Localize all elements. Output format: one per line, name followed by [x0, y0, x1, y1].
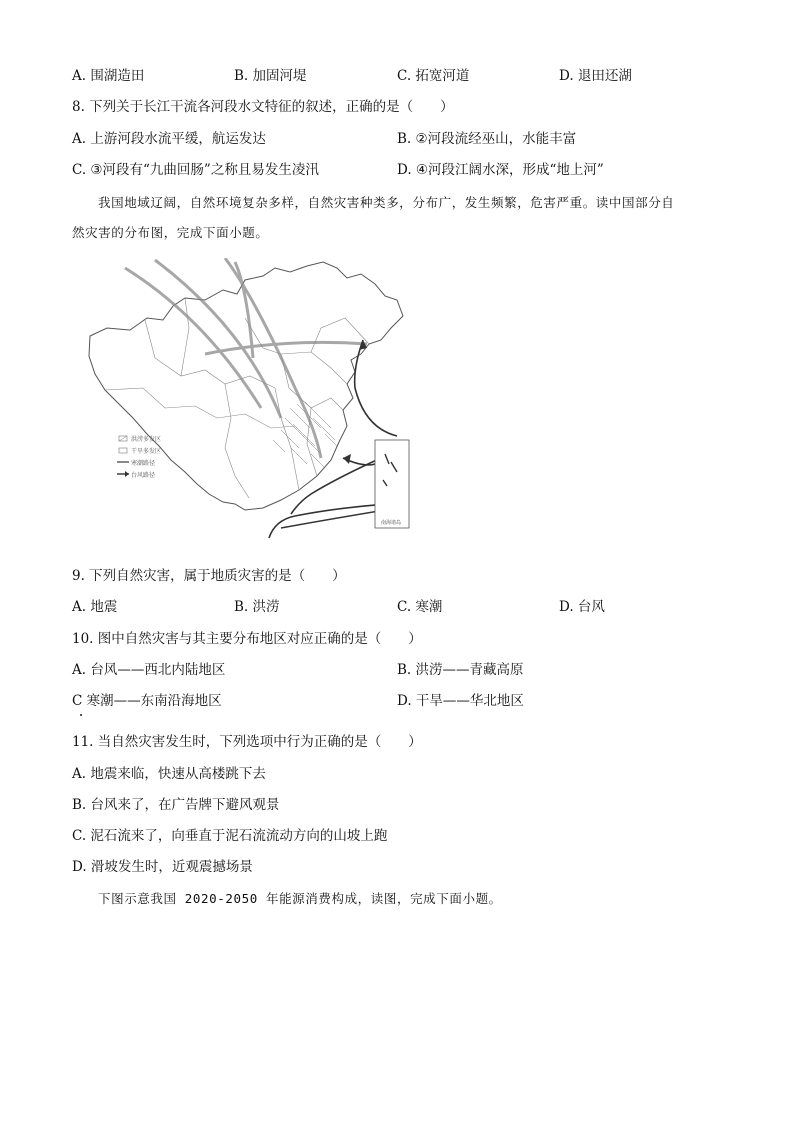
q11-stem: 11. 当自然灾害发生时，下列选项中行为正确的是（ ）	[72, 734, 422, 750]
q9-stem: 9. 下列自然灾害，属于地质灾害的是（ ）	[72, 568, 346, 584]
q11-option-c[interactable]: C. 泥石流来了，向垂直于泥石流流动方向的山坡上跑	[72, 828, 388, 844]
q9-option-b[interactable]: B. 洪涝	[234, 599, 280, 615]
q10-option-b[interactable]: B. 洪涝——青藏高原	[397, 662, 524, 678]
q10-option-a[interactable]: A. 台风——西北内陆地区	[72, 662, 226, 678]
intro-paragraph-line1: 我国地域辽阔，自然环境复杂多样，自然灾害种类多，分布广，发生频繁，危害严重。读中国部分自	[98, 195, 675, 210]
q11-option-b[interactable]: B. 台风来了，在广告牌下避风观景	[72, 797, 280, 813]
q7-option-d[interactable]: D. 退田还湖	[559, 68, 632, 84]
q8-option-a[interactable]: A. 上游河段水流平缓，航运发达	[72, 131, 266, 147]
legend-flood: 洪涝多发区	[131, 437, 162, 443]
disaster-distribution-map	[85, 258, 415, 548]
q11-option-a[interactable]: A. 地震来临，快速从高楼跳下去	[72, 766, 266, 782]
q8-option-b[interactable]: B. ②河段流经巫山，水能丰富	[397, 131, 577, 147]
legend-typhoon: 台风路径	[131, 473, 156, 479]
q10-option-d[interactable]: D. 干旱——华北地区	[397, 693, 524, 709]
q7-option-a[interactable]: A. 围湖造田	[72, 68, 145, 84]
q8-stem: 8. 下列关于长江干流各河段水文特征的叙述，正确的是（ ）	[72, 99, 454, 115]
intro-paragraph-line2: 然灾害的分布图，完成下面小题。	[72, 225, 269, 240]
q7-option-b[interactable]: B. 加固河堤	[234, 68, 307, 84]
legend-drought: 干旱多发区	[131, 449, 162, 455]
q9-option-c[interactable]: C. 寒潮	[397, 599, 443, 615]
intro2-paragraph: 下图示意我国 2020-2050 年能源消费构成，读图，完成下面小题。	[98, 891, 502, 906]
q8-option-d[interactable]: D. ④河段江阔水深，形成“地上河”	[397, 162, 604, 178]
q10-stem: 10. 图中自然灾害与其主要分布地区对应正确的是（ ）	[72, 631, 422, 647]
q9-option-d[interactable]: D. 台风	[559, 599, 605, 615]
q10-option-c[interactable]: C 寒潮——东南沿海地区	[72, 693, 222, 709]
q11-option-d[interactable]: D. 滑坡发生时，近观震撼场景	[72, 859, 253, 875]
stray-dot	[80, 714, 82, 716]
south-sea-inset	[375, 440, 409, 528]
q8-option-c[interactable]: C. ③河段有“九曲回肠”之称且易发生凌汛	[72, 162, 319, 178]
china-map-figure	[85, 258, 415, 548]
q7-option-c[interactable]: C. 拓宽河道	[397, 68, 470, 84]
q9-option-a[interactable]: A. 地震	[72, 599, 118, 615]
legend-cold-wave: 寒潮路径	[131, 461, 156, 467]
map-legend	[117, 435, 161, 479]
inset-label: 南海诸岛	[381, 520, 402, 526]
